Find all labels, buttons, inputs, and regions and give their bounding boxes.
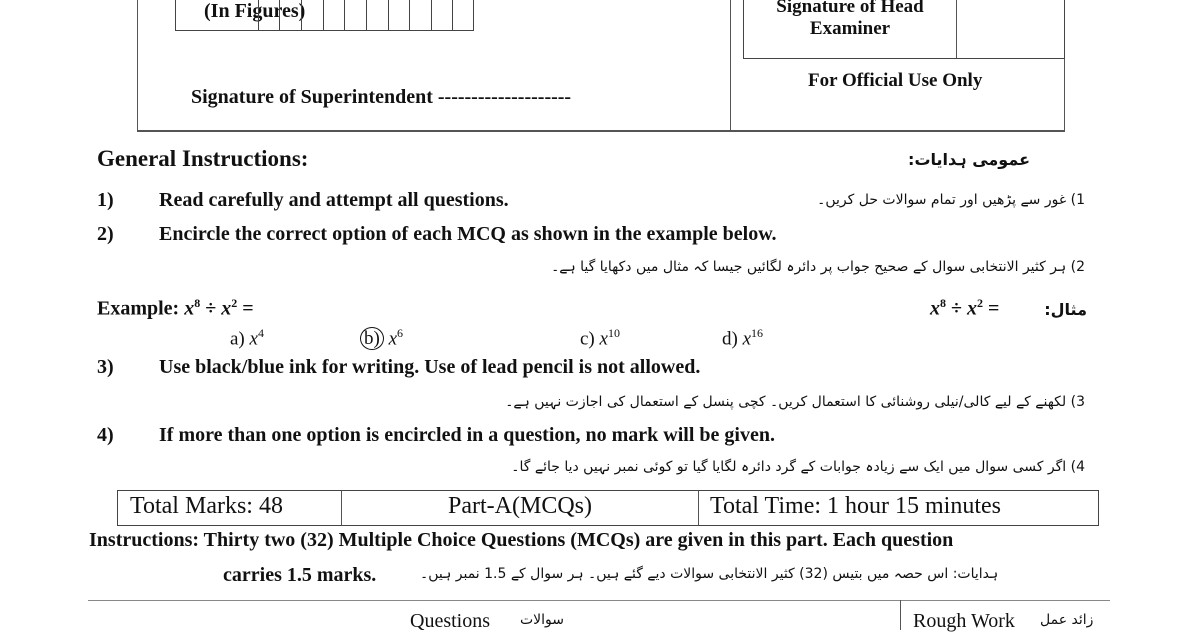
instruction-item: Use black/blue ink for writing. Use of lead pencil is not allowed.: [159, 356, 701, 378]
box-border: [137, 0, 138, 131]
instruction-item-ur: 2) ہر کثیر الانتخابی سوال کے صحیح جواب پر دائرہ لگائیں جیسا کہ مثال میں دکھایا گیا ہے۔: [551, 259, 1085, 275]
example-expression: Example: $x^8 \div x^2$ =: [97, 296, 254, 320]
questions-header: Questions: [410, 610, 490, 632]
box-border: [137, 130, 1065, 132]
total-marks: Total Marks: 48: [130, 493, 283, 519]
divider: [88, 600, 1110, 601]
item-number: 3): [97, 356, 114, 378]
superintendent-signature: Signature of Superintendent --------------------: [191, 86, 572, 108]
part-info-table: [117, 490, 1099, 526]
general-instructions-title-ur: عمومی ہدایات:: [908, 150, 1030, 169]
total-time: Total Time: 1 hour 15 minutes: [710, 493, 1001, 519]
general-instructions-title: General Instructions:: [97, 146, 309, 171]
rough-work-header-ur: زائد عمل: [1040, 612, 1094, 628]
example-option-b-encircled: b) $x^6$: [360, 326, 403, 350]
column-divider: [900, 600, 901, 630]
item-number: 2): [97, 223, 114, 245]
example-label-ur: مثال:: [1044, 300, 1087, 319]
example-option-d: d) $x^{16}$: [722, 326, 764, 350]
instruction-item-ur: 1) غور سے پڑھیں اور تمام سوالات حل کریں۔: [817, 192, 1085, 208]
instruction-item-ur: 4) اگر کسی سوال میں ایک سے زیادہ جوابات کے گرد دائرہ لگایا گیا تو کوئی نمبر نہیں دیا جائے گا۔: [511, 459, 1085, 475]
questions-header-ur: سوالات: [520, 612, 565, 628]
item-number: 4): [97, 424, 114, 446]
example-option-a: a) $x^4$: [230, 326, 264, 350]
example-option-c: c) $x^{10}$: [580, 326, 620, 350]
part-title: Part-A(MCQs): [448, 493, 592, 519]
head-examiner-label: Signature of Head Examiner: [776, 0, 924, 39]
part-instructions: Instructions: Thirty two (32) Multiple Choice Questions (MCQs) are given in this part. Each question: [89, 529, 954, 551]
instruction-item: Read carefully and attempt all questions.: [159, 189, 509, 211]
marks-in-figures-table: [175, 0, 474, 31]
instruction-item-ur: 3) لکھنے کے لیے کالی/نیلی روشنائی کا استعمال کریں۔ کچی پنسل کے استعمال کی اجازت نہیں ہے۔: [505, 394, 1085, 410]
item-number: 1): [97, 189, 114, 211]
part-instructions-cont: carries 1.5 marks.: [223, 564, 377, 586]
rough-work-header: Rough Work: [913, 610, 1015, 632]
instruction-item: Encircle the correct option of each MCQ as shown in the example below.: [159, 223, 777, 245]
in-figures-label: (In Figures): [204, 0, 306, 22]
part-instructions-ur: ہدایات: اس حصہ میں بتیس (32) کثیر الانتخابی سوالات دیے گئے ہیں۔ ہر سوال کے 1.5 نمبر ہیں۔: [420, 566, 999, 582]
instruction-item: If more than one option is encircled in a question, no mark will be given.: [159, 424, 775, 446]
official-use-label: For Official Use Only: [808, 70, 983, 91]
example-expression-ur: $x^8 \div x^2$ =: [930, 296, 1000, 320]
box-divider: [730, 0, 731, 131]
head-examiner-box: [743, 0, 1065, 59]
